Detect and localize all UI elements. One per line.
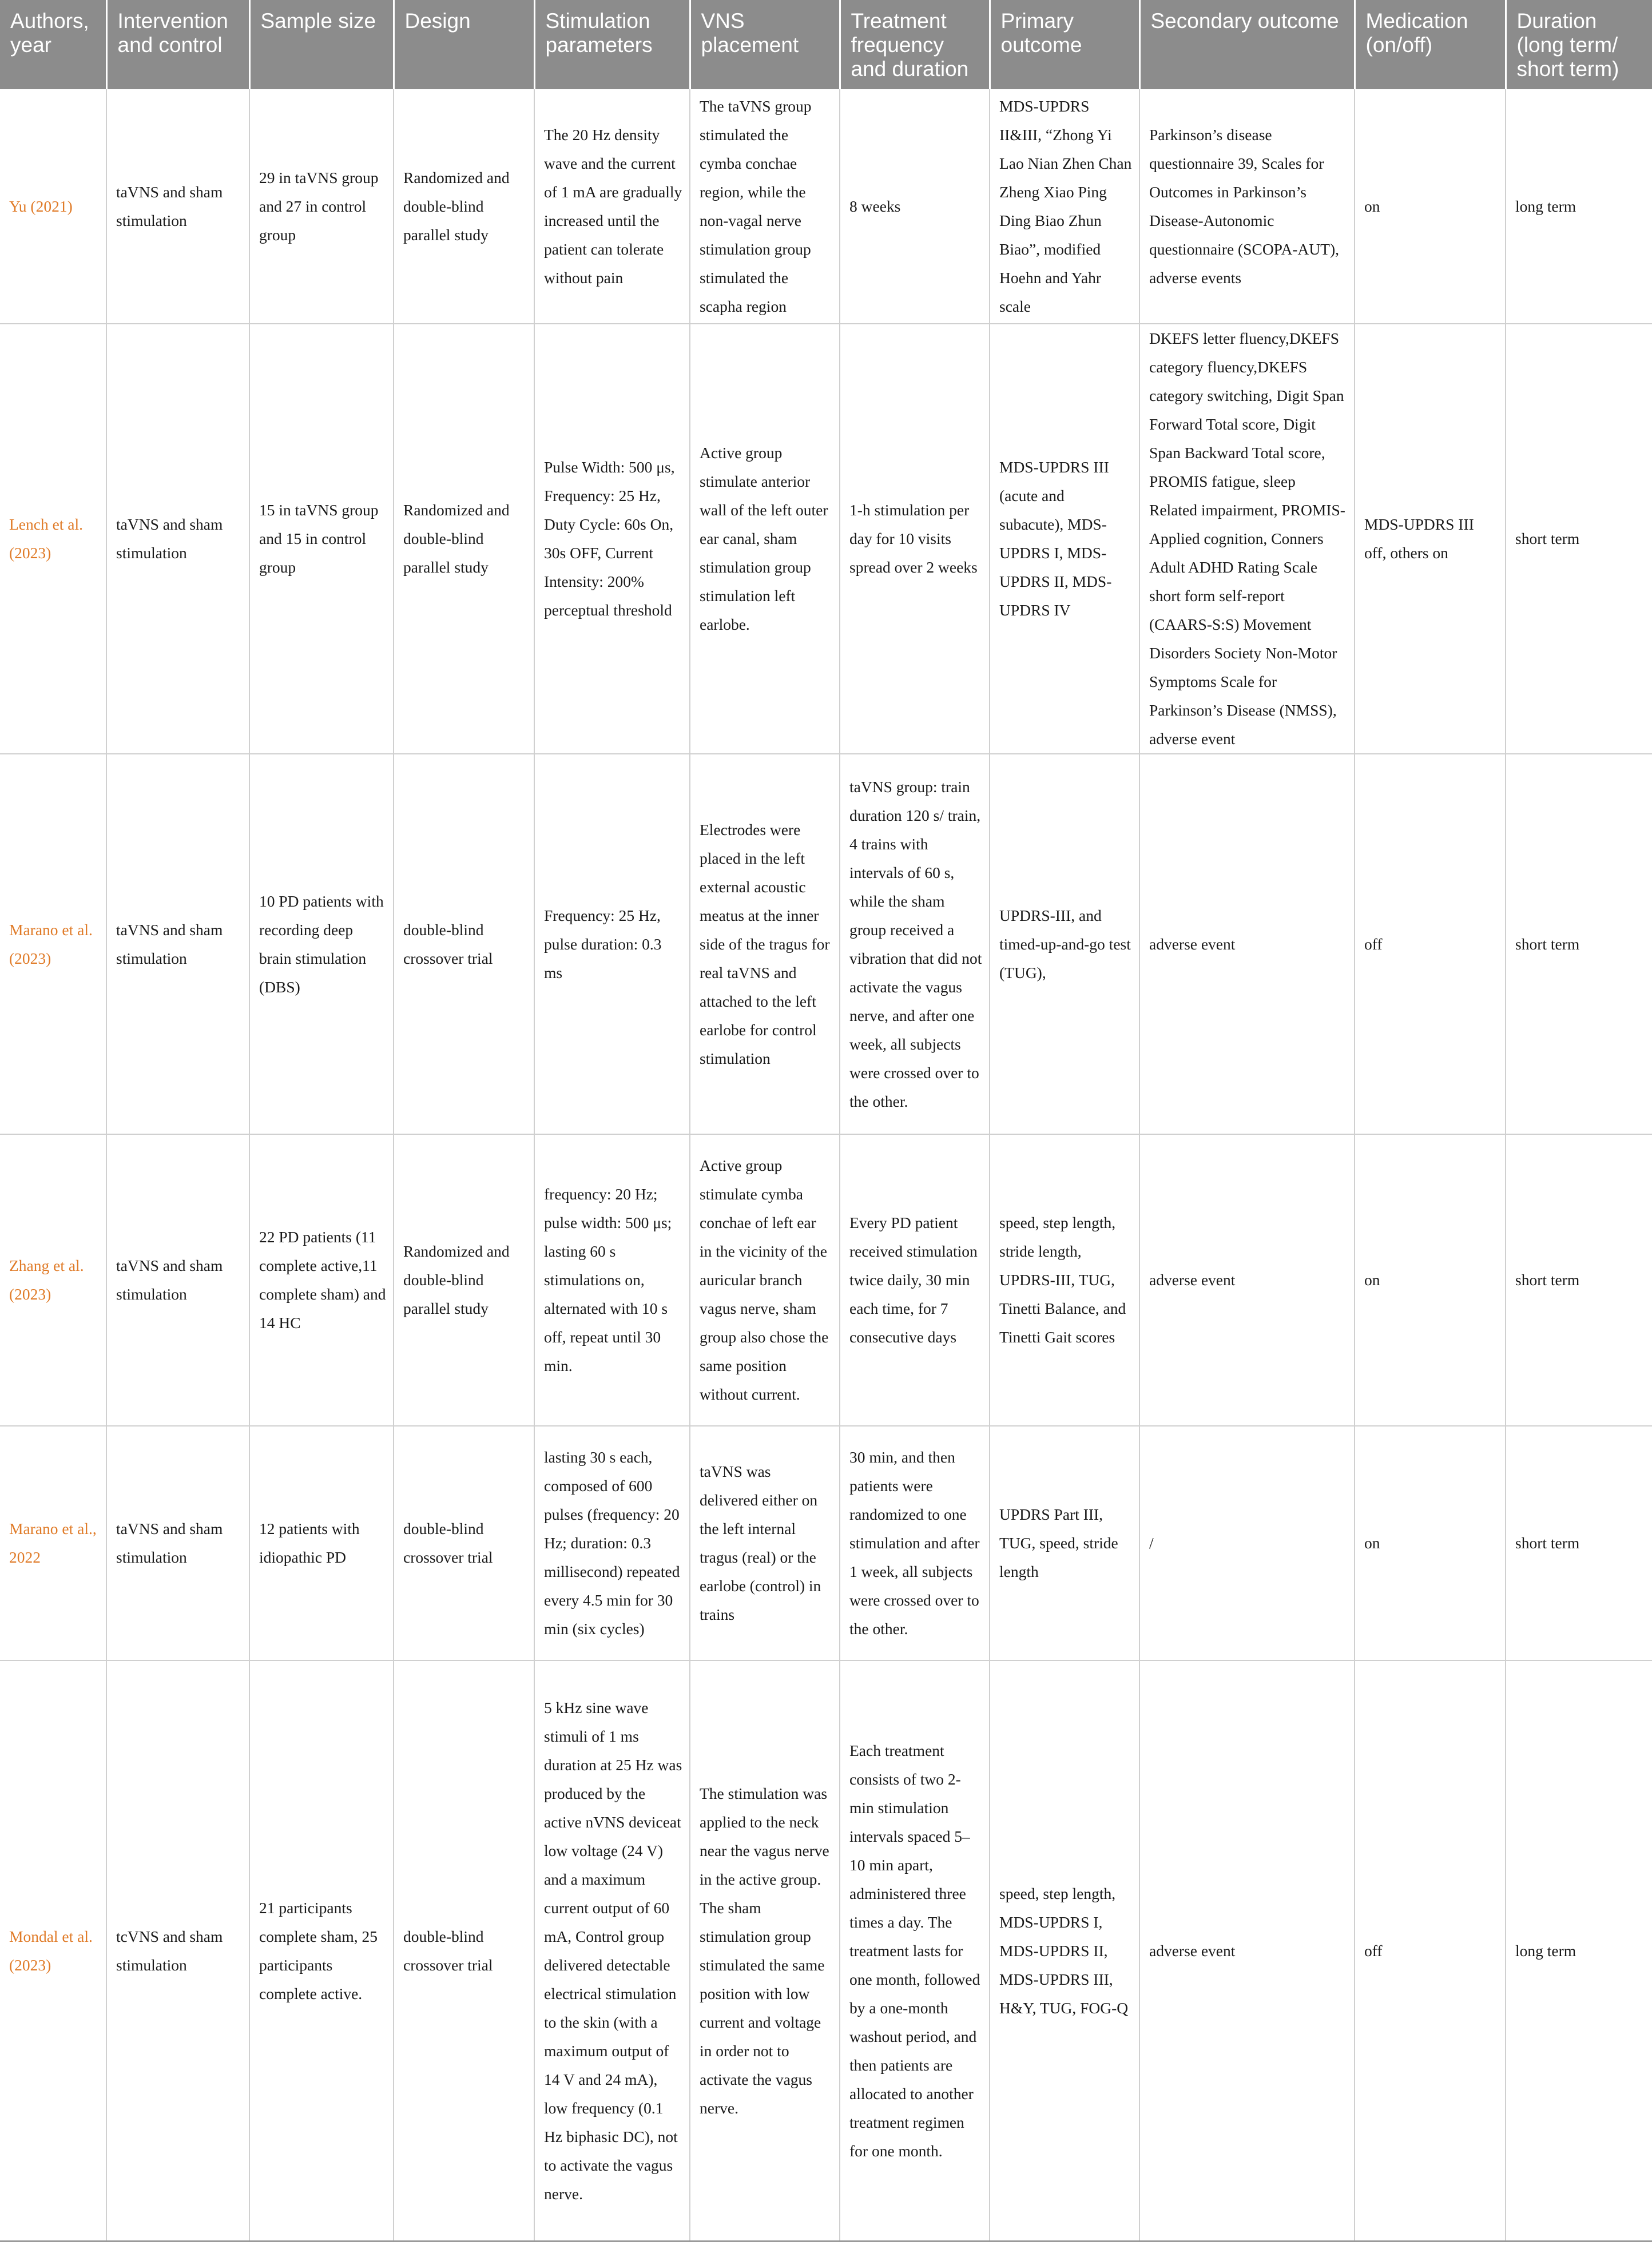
cell-author-link[interactable]: Yu (2021) bbox=[0, 89, 106, 324]
header-sample-size: Sample size bbox=[249, 0, 394, 89]
cell-secondary-outcome: DKEFS letter fluency,DKEFS category fluency,DKEFS category switching, Digit Span Forward Total score, Digit Span Backward Total score, PROMIS fatigue, sleep Related impairment, PROMIS-Applied cognition, Conners Adult ADHD Rating Scale short form self-report (CAARS-S:S) Movement Disorders Society Non-Motor Symptoms Scale for Parkinson’s Disease (NMSS), adverse event bbox=[1139, 324, 1355, 754]
cell-primary-outcome: speed, step length, stride length, UPDRS-III, TUG, Tinetti Balance, and Tinetti Gait scores bbox=[990, 1134, 1139, 1426]
cell-sample-size: 22 PD patients (11 complete active,11 complete sham) and 14 HC bbox=[249, 1134, 394, 1426]
cell-treatment: Every PD patient received stimulation twice daily, 30 min each time, for 7 consecutive days bbox=[840, 1134, 990, 1426]
cell-vns-placement: taVNS was delivered either on the left internal tragus (real) or the earlobe (control) in trains bbox=[690, 1426, 840, 1660]
cell-secondary-outcome: adverse event bbox=[1139, 754, 1355, 1134]
cell-intervention: taVNS and sham stimulation bbox=[106, 1134, 249, 1426]
cell-duration: short term bbox=[1506, 1134, 1652, 1426]
table-bottom-rule bbox=[0, 2240, 1652, 2242]
cell-sample-size: 21 participants complete sham, 25 participants complete active. bbox=[249, 1660, 394, 2241]
cell-sample-size: 29 in taVNS group and 27 in control group bbox=[249, 89, 394, 324]
table-row bbox=[0, 754, 1652, 1134]
header-duration: Duration (long term/ short term) bbox=[1506, 0, 1652, 89]
cell-author-link[interactable]: Marano et al., 2022 bbox=[0, 1426, 106, 1660]
cell-vns-placement: The taVNS group stimulated the cymba conchae region, while the non-vagal nerve stimulation group stimulated the scapha region bbox=[690, 89, 840, 324]
table-row bbox=[0, 324, 1652, 754]
cell-secondary-outcome: Parkinson’s disease questionnaire 39, Scales for Outcomes in Parkinson’s Disease-Autonomic questionnaire (SCOPA-AUT), adverse events bbox=[1139, 89, 1355, 324]
cell-vns-placement: The stimulation was applied to the neck near the vagus nerve in the active group. The sham stimulation group stimulated the same position with low current and voltage in order not to activate the vagus nerve. bbox=[690, 1660, 840, 2241]
cell-design: Randomized and double-blind parallel study bbox=[394, 89, 534, 324]
cell-design: Randomized and double-blind parallel study bbox=[394, 1134, 534, 1426]
cell-author-link[interactable]: Marano et al. (2023) bbox=[0, 754, 106, 1134]
cell-duration: short term bbox=[1506, 1426, 1652, 1660]
cell-design: double-blind crossover trial bbox=[394, 1660, 534, 2241]
cell-stimulation-parameters: frequency: 20 Hz; pulse width: 500 μs; lasting 60 s stimulations on, alternated with 10 s off, repeat until 30 min. bbox=[534, 1134, 690, 1426]
cell-medication: on bbox=[1355, 1134, 1506, 1426]
header-primary-outcome: Primary outcome bbox=[990, 0, 1139, 89]
cell-medication: off bbox=[1355, 1660, 1506, 2241]
table-row bbox=[0, 1134, 1652, 1426]
cell-vns-placement: Active group stimulate cymba conchae of left ear in the vicinity of the auricular branch vagus nerve, sham group also chose the same position without current. bbox=[690, 1134, 840, 1426]
cell-primary-outcome: speed, step length, MDS-UPDRS I, MDS-UPDRS II, MDS-UPDRS III, H&Y, TUG, FOG-Q bbox=[990, 1660, 1139, 2241]
cell-design: Randomized and double-blind parallel study bbox=[394, 324, 534, 754]
cell-duration: long term bbox=[1506, 1660, 1652, 2241]
cell-treatment: taVNS group: train duration 120 s/ train, 4 trains with intervals of 60 s, while the sham group received a vibration that did not activate the vagus nerve, and after one week, all subjects were crossed over to the other. bbox=[840, 754, 990, 1134]
cell-treatment: 8 weeks bbox=[840, 89, 990, 324]
cell-primary-outcome: MDS-UPDRS III (acute and subacute), MDS-UPDRS I, MDS-UPDRS II, MDS-UPDRS IV bbox=[990, 324, 1139, 754]
cell-primary-outcome: UPDRS-III, and timed-up-and-go test (TUG), bbox=[990, 754, 1139, 1134]
cell-intervention: taVNS and sham stimulation bbox=[106, 1426, 249, 1660]
header-treatment-frequency-duration: Treatment frequency and duration bbox=[840, 0, 990, 89]
cell-duration: short term bbox=[1506, 754, 1652, 1134]
cell-duration: short term bbox=[1506, 324, 1652, 754]
header-authors-year: Authors, year bbox=[0, 0, 106, 89]
cell-sample-size: 15 in taVNS group and 15 in control group bbox=[249, 324, 394, 754]
cell-treatment: Each treatment consists of two 2-min stimulation intervals spaced 5–10 min apart, administered three times a day. The treatment lasts for one month, followed by a one-month washout period, and then patients are allocated to another treatment regimen for one month. bbox=[840, 1660, 990, 2241]
header-vns-placement: VNS placement bbox=[690, 0, 840, 89]
cell-stimulation-parameters: Pulse Width: 500 μs, Frequency: 25 Hz, Duty Cycle: 60s On, 30s OFF, Current Intensity: 200% perceptual threshold bbox=[534, 324, 690, 754]
cell-medication: off bbox=[1355, 754, 1506, 1134]
header-stimulation-parameters: Stimulation parameters bbox=[534, 0, 690, 89]
cell-medication: on bbox=[1355, 89, 1506, 324]
table-row bbox=[0, 1660, 1652, 2241]
cell-medication: MDS-UPDRS III off, others on bbox=[1355, 324, 1506, 754]
header-design: Design bbox=[394, 0, 534, 89]
table-header bbox=[0, 0, 1652, 89]
header-medication: Medication (on/off) bbox=[1355, 0, 1506, 89]
cell-vns-placement: Electrodes were placed in the left external acoustic meatus at the inner side of the tragus for real taVNS and attached to the left earlobe for control stimulation bbox=[690, 754, 840, 1134]
cell-treatment: 30 min, and then patients were randomized to one stimulation and after 1 week, all subjects were crossed over to the other. bbox=[840, 1426, 990, 1660]
header-row bbox=[0, 0, 1652, 89]
cell-stimulation-parameters: lasting 30 s each, composed of 600 pulses (frequency: 20 Hz; duration: 0.3 millisecond) repeated every 4.5 min for 30 min (six cycles) bbox=[534, 1426, 690, 1660]
cell-intervention: taVNS and sham stimulation bbox=[106, 324, 249, 754]
cell-vns-placement: Active group stimulate anterior wall of the left outer ear canal, sham stimulation group stimulation left earlobe. bbox=[690, 324, 840, 754]
table-row bbox=[0, 1426, 1652, 1660]
cell-intervention: tcVNS and sham stimulation bbox=[106, 1660, 249, 2241]
cell-author-link[interactable]: Mondal et al. (2023) bbox=[0, 1660, 106, 2241]
cell-design: double-blind crossover trial bbox=[394, 754, 534, 1134]
cell-sample-size: 10 PD patients with recording deep brain stimulation (DBS) bbox=[249, 754, 394, 1134]
cell-secondary-outcome: / bbox=[1139, 1426, 1355, 1660]
cell-stimulation-parameters: The 20 Hz density wave and the current of 1 mA are gradually increased until the patient can tolerate without pain bbox=[534, 89, 690, 324]
cell-medication: on bbox=[1355, 1426, 1506, 1660]
cell-primary-outcome: UPDRS Part III, TUG, speed, stride length bbox=[990, 1426, 1139, 1660]
table-body bbox=[0, 89, 1652, 2241]
cell-author-link[interactable]: Zhang et al. (2023) bbox=[0, 1134, 106, 1426]
cell-stimulation-parameters: 5 kHz sine wave stimuli of 1 ms duration at 25 Hz was produced by the active nVNS deviceat low voltage (24 V) and a maximum current output of 60 mA, Control group delivered detectable electrical stimulation to the skin (with a maximum output of 14 V and 24 mA), low frequency (0.1 Hz biphasic DC), not to activate the vagus nerve. bbox=[534, 1660, 690, 2241]
header-intervention-control: Intervention and control bbox=[106, 0, 249, 89]
cell-secondary-outcome: adverse event bbox=[1139, 1134, 1355, 1426]
cell-sample-size: 12 patients with idiopathic PD bbox=[249, 1426, 394, 1660]
cell-intervention: taVNS and sham stimulation bbox=[106, 89, 249, 324]
cell-secondary-outcome: adverse event bbox=[1139, 1660, 1355, 2241]
cell-intervention: taVNS and sham stimulation bbox=[106, 754, 249, 1134]
cell-duration: long term bbox=[1506, 89, 1652, 324]
header-secondary-outcome: Secondary outcome bbox=[1139, 0, 1355, 89]
cell-author-link[interactable]: Lench et al. (2023) bbox=[0, 324, 106, 754]
cell-primary-outcome: MDS-UPDRS II&III, “Zhong Yi Lao Nian Zhen Chan Zheng Xiao Ping Ding Biao Zhun Biao”, modified Hoehn and Yahr scale bbox=[990, 89, 1139, 324]
cell-stimulation-parameters: Frequency: 25 Hz, pulse duration: 0.3 ms bbox=[534, 754, 690, 1134]
cell-design: double-blind crossover trial bbox=[394, 1426, 534, 1660]
table-row bbox=[0, 89, 1652, 324]
cell-treatment: 1-h stimulation per day for 10 visits spread over 2 weeks bbox=[840, 324, 990, 754]
